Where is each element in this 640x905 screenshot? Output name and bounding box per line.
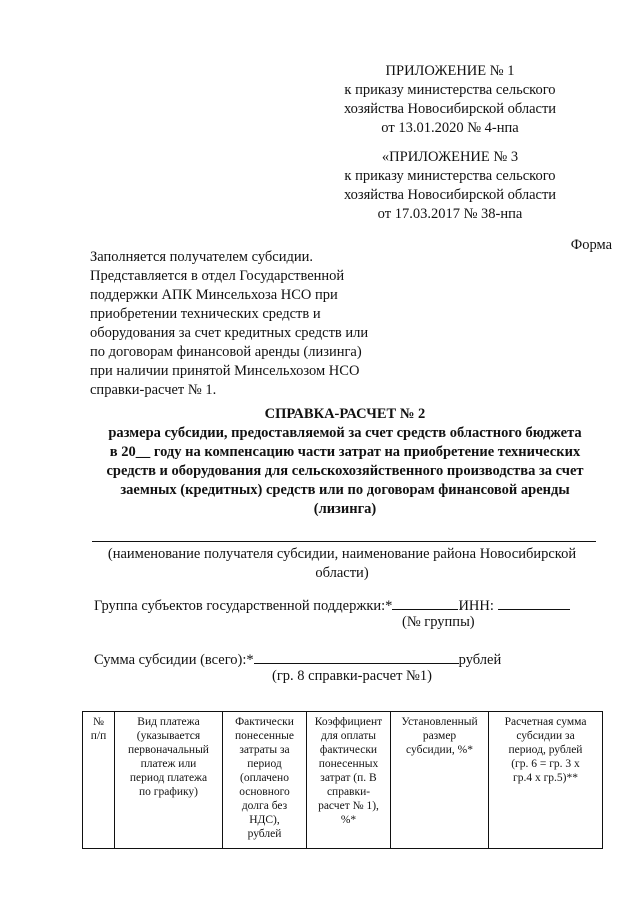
attachment-3-line: к приказу министерства сельского — [344, 168, 556, 184]
sum-field[interactable] — [254, 649, 459, 664]
inn-field[interactable] — [498, 595, 570, 610]
group-label: Группа субъектов государственной поддержки:* — [94, 598, 393, 614]
attachment-3-line: «ПРИЛОЖЕНИЕ № 3 — [381, 149, 519, 165]
header-line: долга без — [241, 800, 288, 812]
title-line: в 20__ году на компенсацию части затрат на приобретение технических — [109, 444, 581, 460]
attachment-1-line: от 13.01.2020 № 4-нпа — [381, 120, 519, 136]
attachment-3-header — [300, 148, 600, 224]
table-header-row — [83, 712, 603, 849]
note-line: поддержки АПК Минсельхоза НСО при — [90, 287, 338, 303]
header-line: затраты за — [239, 744, 290, 756]
header-line: (гр. 6 = гр. 3 х — [511, 758, 580, 770]
inn-label: ИНН: — [458, 598, 494, 614]
header-line: субсидии, %* — [406, 744, 473, 756]
header-line: Вид платежа — [137, 716, 200, 728]
sum-row — [94, 649, 501, 669]
note-line: оборудования за счет кредитных средств или — [90, 325, 369, 341]
attachment-3-line: от 17.03.2017 № 38-нпа — [377, 206, 523, 222]
header-line: расчет № 1), — [318, 800, 379, 812]
column-header-calculated-sum — [489, 712, 603, 849]
column-header-number — [83, 712, 115, 849]
header-line: Коэффициент — [314, 716, 383, 728]
header-line: затрат (п. В — [320, 772, 377, 784]
recipient-caption-line: области) — [315, 565, 369, 581]
title-line: заемных (кредитных) средств или по договорам финансовой аренды — [120, 482, 570, 498]
header-line: период платежа — [129, 772, 208, 784]
header-line: первоначальный — [128, 744, 209, 756]
header-line: %* — [340, 814, 357, 826]
note-line: Представляется в отдел Государственной — [90, 268, 345, 284]
attachment-1-line: хозяйства Новосибирской области — [343, 101, 557, 117]
sum-unit: рублей — [458, 652, 502, 668]
note-line: справки-расчет № 1. — [90, 382, 217, 398]
header-line: гр.4 х гр.5)** — [512, 772, 578, 784]
document-title — [86, 405, 604, 519]
header-line: фактически — [319, 744, 378, 756]
header-line: период — [247, 758, 282, 770]
column-header-subsidy-rate — [391, 712, 489, 849]
note-line: приобретении технических средств и — [90, 306, 321, 322]
calculation-table — [82, 711, 603, 849]
header-line: понесенные — [235, 730, 294, 742]
header-line: НДС), — [249, 814, 280, 826]
header-line: (оплачено — [240, 772, 289, 784]
header-line: платеж или — [140, 758, 197, 770]
attachment-3-line: хозяйства Новосибирской области — [343, 187, 557, 203]
attachment-1-header — [300, 62, 600, 138]
note-line: по договорам финансовой аренды (лизинга) — [90, 344, 362, 360]
note-line: Заполняется получателем субсидии. — [90, 249, 313, 265]
group-caption: (№ группы) — [402, 614, 475, 630]
header-line: справки- — [326, 786, 371, 798]
header-line: период, рублей — [508, 744, 583, 756]
title-heading: СПРАВКА-РАСЧЕТ № 2 — [264, 406, 426, 422]
header-line: субсидии за — [516, 730, 575, 742]
form-label: Форма — [570, 237, 612, 253]
note-line: при наличии принятой Минсельхозом НСО — [90, 363, 360, 379]
recipient-name-line[interactable] — [92, 541, 596, 542]
title-line: размера субсидии, предоставляемой за счет средств областного бюджета — [108, 425, 582, 441]
header-line: размер — [422, 730, 457, 742]
header-line: по графику) — [139, 786, 198, 798]
title-line: (лизинга) — [313, 501, 377, 517]
group-number-field[interactable] — [392, 595, 458, 610]
sum-caption: (гр. 8 справки-расчет №1) — [272, 668, 432, 684]
sum-label: Сумма субсидии (всего):* — [94, 652, 254, 668]
header-line: (указывается — [136, 730, 201, 742]
header-line: рублей — [247, 828, 282, 840]
attachment-1-line: к приказу министерства сельского — [344, 82, 556, 98]
attachment-1-line: ПРИЛОЖЕНИЕ № 1 — [385, 63, 515, 79]
column-header-actual-costs — [223, 712, 307, 849]
title-line: средств и оборудования для сельскохозяйственного производства за счет — [106, 463, 584, 479]
header-line: основного — [239, 786, 290, 798]
header-line: Установленный — [401, 716, 478, 728]
header-line: Расчетная сумма — [504, 716, 587, 728]
header-line: для оплаты — [321, 730, 376, 742]
header-line: понесенных — [318, 758, 379, 770]
column-header-coefficient — [307, 712, 391, 849]
header-line: Фактически — [235, 716, 294, 728]
group-row — [94, 595, 570, 615]
instruction-note — [90, 248, 390, 400]
column-header-payment-type — [115, 712, 223, 849]
header-line: п/п — [90, 730, 107, 742]
recipient-caption — [86, 545, 598, 583]
header-line: № — [93, 716, 104, 728]
recipient-caption-line: (наименование получателя субсидии, наименование района Новосибирской — [107, 546, 577, 562]
